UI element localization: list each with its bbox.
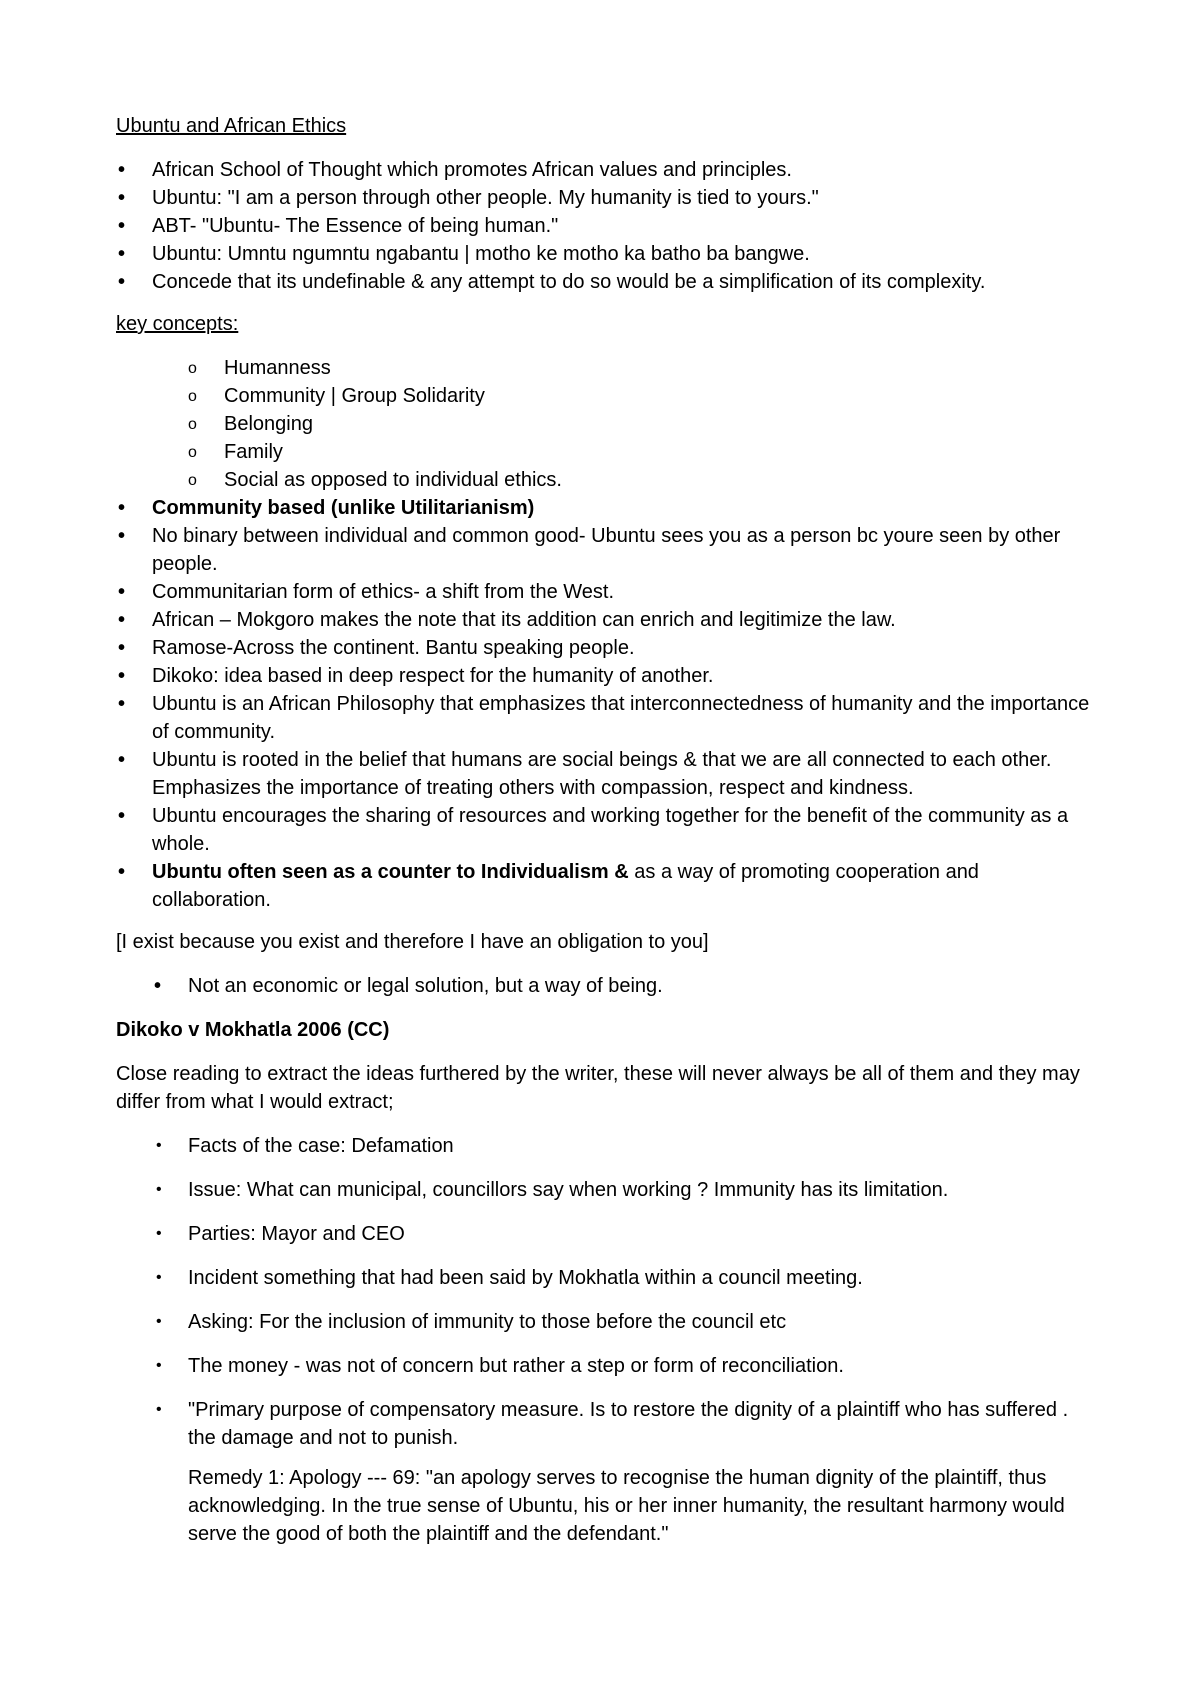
list-item: • Ramose-Across the continent. Bantu speaking people. — [116, 634, 1100, 662]
list-item: • Asking: For the inclusion of immunity to those before the council etc — [154, 1308, 1100, 1336]
list-item: • Community based (unlike Utilitarianism) — [116, 494, 1100, 522]
case-title: Dikoko v Mokhatla 2006 (CC) — [116, 1019, 390, 1041]
list-item: o Family — [188, 438, 1100, 466]
list-item: • Not an economic or legal solution, but a way of being. — [154, 972, 1100, 1000]
list-item: • Ubuntu is rooted in the belief that humans are social beings & that we are all connected to each other. Emphasizes the importance of treating others with compassion, respect and kindness. — [116, 746, 1100, 802]
intro-bullet-list — [116, 156, 1100, 296]
list-item: o Community | Group Solidarity — [188, 382, 1100, 410]
regular-phrase: as a way of promoting cooperation and collaboration. — [152, 861, 979, 911]
list-item: • Dikoko: idea based in deep respect for the humanity of another. — [116, 662, 1100, 690]
list-item: • Communitarian form of ethics- a shift from the West. — [116, 578, 1100, 606]
list-item — [116, 858, 1100, 914]
bracket-note: [I exist because you exist and therefore I have an obligation to you] — [116, 931, 709, 953]
list-item: o Social as opposed to individual ethics. — [188, 466, 1100, 494]
document-title: Ubuntu and African Ethics — [116, 115, 347, 137]
list-item: • Concede that its undefinable & any attempt to do so would be a simplification of its complexity. — [116, 268, 1100, 296]
list-item: • Parties: Mayor and CEO — [154, 1220, 1100, 1248]
list-item: • African – Mokgoro makes the note that its addition can enrich and legitimize the law. — [116, 606, 1100, 634]
main-bullet-list — [116, 494, 1100, 914]
list-item: • "Primary purpose of compensatory measure. Is to restore the dignity of a plaintiff who has suffered . the damage and not to punish. — [154, 1396, 1100, 1452]
bracket-bullet-list — [154, 972, 1100, 1000]
case-bullet-list — [154, 1132, 1100, 1452]
bold-phrase: Ubuntu often seen as a counter to Individualism & — [152, 861, 629, 883]
list-item: • African School of Thought which promotes African values and principles. — [116, 156, 1100, 184]
list-item: • Ubuntu is an African Philosophy that emphasizes that interconnectedness of humanity and the importance of community. — [116, 690, 1100, 746]
list-item: • Issue: What can municipal, councillors say when working ? Immunity has its limitation. — [154, 1176, 1100, 1204]
list-item: • Incident something that had been said by Mokhatla within a council meeting. — [154, 1264, 1100, 1292]
list-item: • Facts of the case: Defamation — [154, 1132, 1100, 1160]
key-concepts-heading: key concepts: — [116, 313, 239, 335]
list-item: • Ubuntu: Umntu ngumntu ngabantu | motho ke motho ka batho ba bangwe. — [116, 240, 1100, 268]
list-item: • ABT- "Ubuntu- The Essence of being human." — [116, 212, 1100, 240]
remedy-paragraph: Remedy 1: Apology --- 69: "an apology serves to recognise the human dignity of the plaintiff, thus acknowledging. In the true sense of Ubuntu, his or her inner humanity, the resultant harmony would serve the good of both the plaintiff and the defendant." — [188, 1467, 1065, 1545]
case-intro: Close reading to extract the ideas furthered by the writer, these will never always be all of them and they may differ from what I would extract; — [116, 1063, 1080, 1113]
key-concepts-list — [188, 354, 1100, 494]
list-item: o Humanness — [188, 354, 1100, 382]
list-item: • The money - was not of concern but rather a step or form of reconciliation. — [154, 1352, 1100, 1380]
list-item: o Belonging — [188, 410, 1100, 438]
list-item: • Ubuntu encourages the sharing of resources and working together for the benefit of the community as a whole. — [116, 802, 1100, 858]
list-item: • No binary between individual and common good- Ubuntu sees you as a person bc youre seen by other people. — [116, 522, 1100, 578]
list-item: • Ubuntu: "I am a person through other people. My humanity is tied to yours." — [116, 184, 1100, 212]
